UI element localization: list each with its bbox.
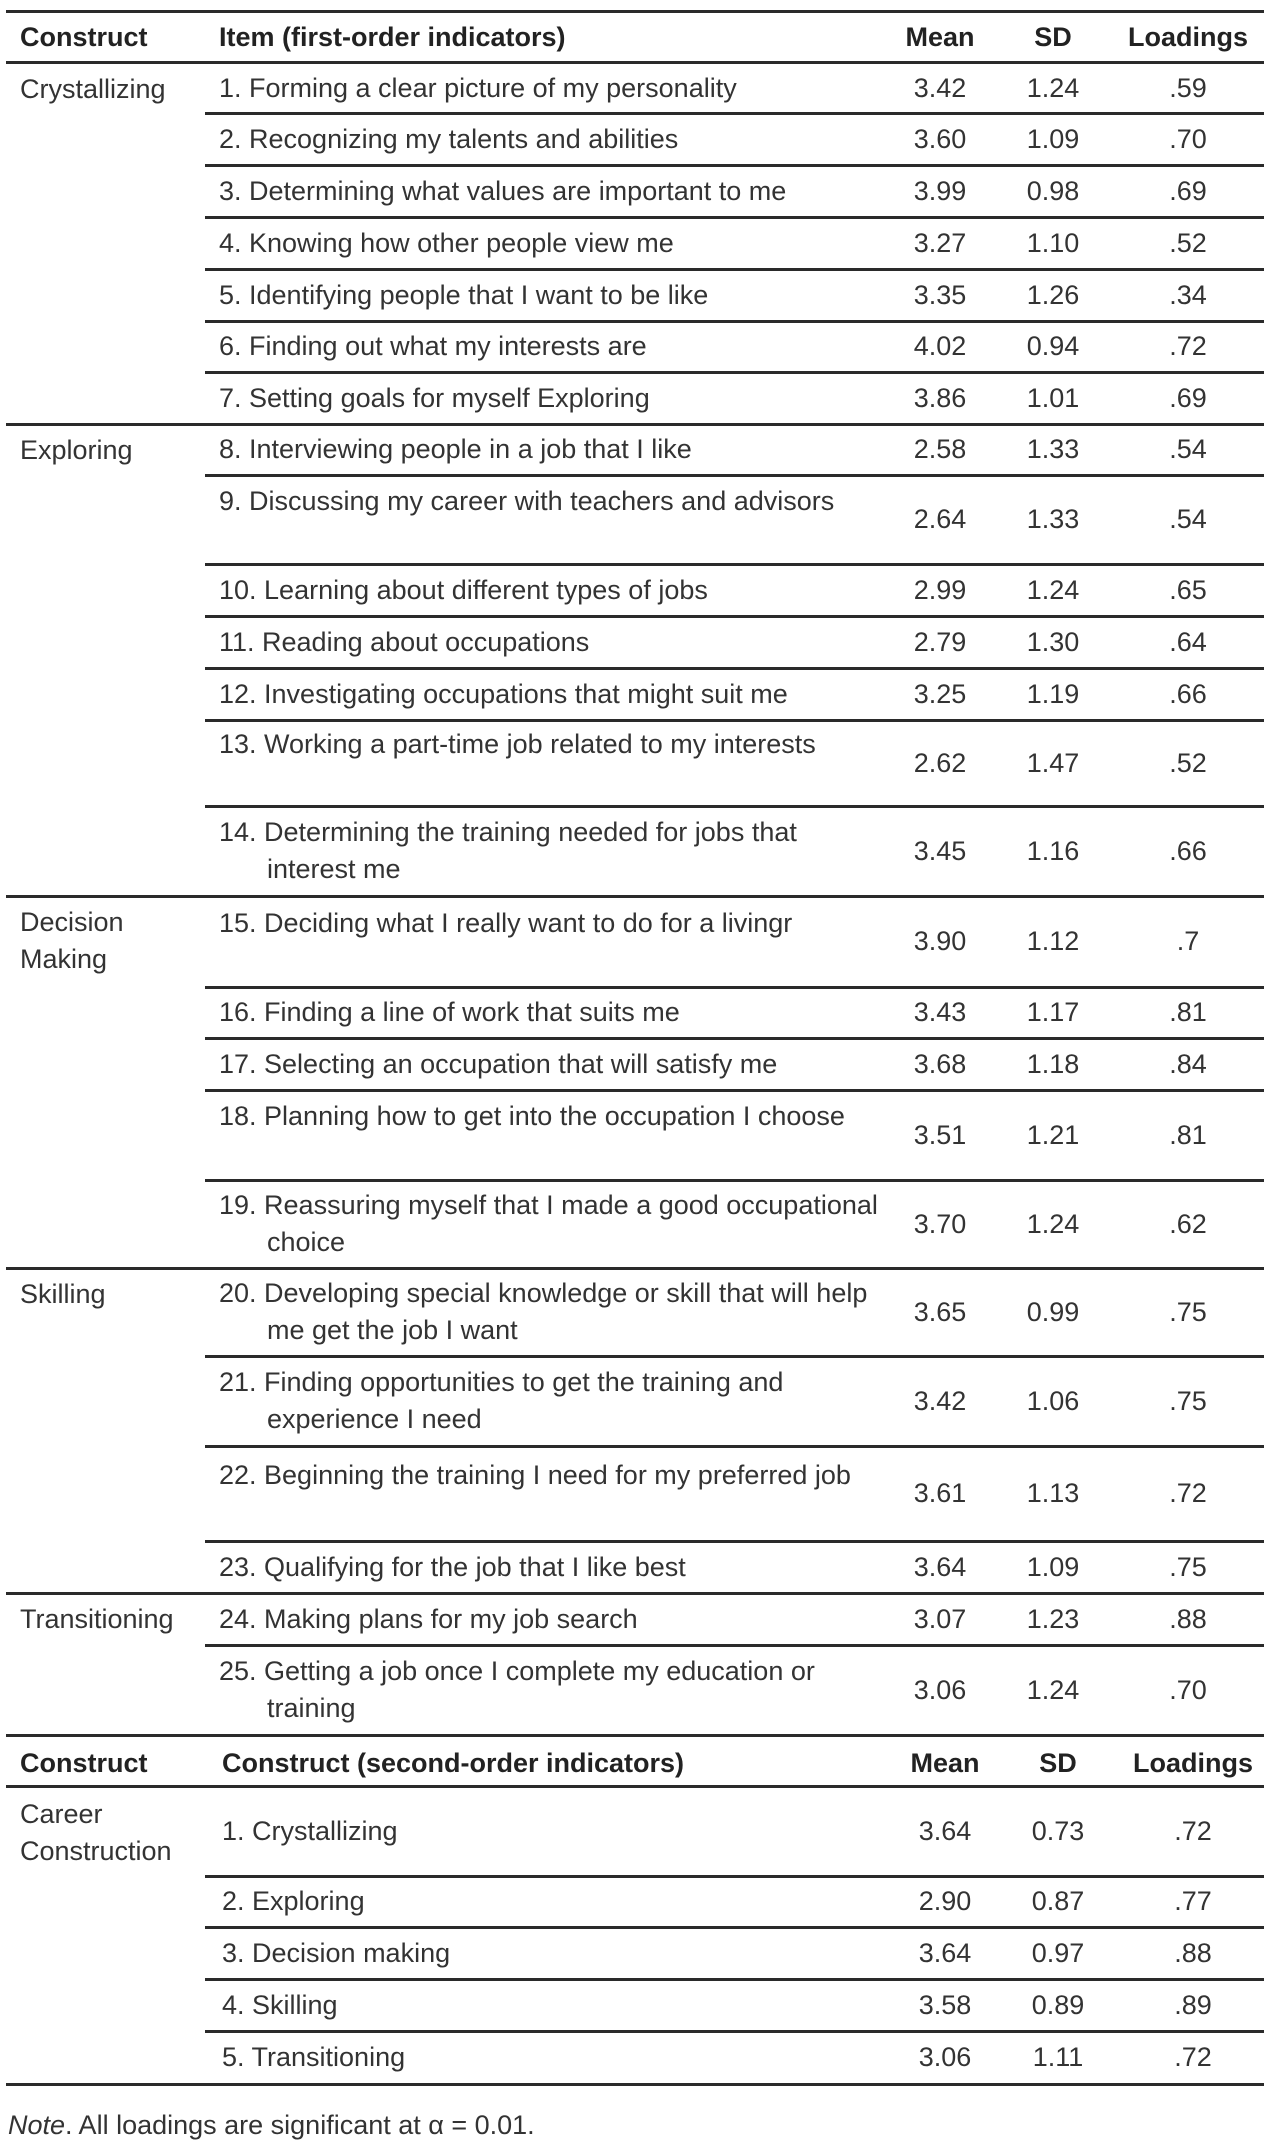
sd-value: 1.09 bbox=[1026, 123, 1080, 154]
row-rule bbox=[205, 805, 1264, 808]
loading-value: .72 bbox=[1169, 1478, 1207, 1508]
table-row-item bbox=[219, 905, 879, 942]
table-bottom-rule bbox=[6, 2083, 1264, 2086]
loading-value: .88 bbox=[1174, 1937, 1212, 1968]
mean-value: 3.42 bbox=[913, 72, 967, 103]
mean-value: 3.86 bbox=[913, 382, 967, 413]
mean-value: 3.42 bbox=[913, 1385, 967, 1416]
row-rule bbox=[205, 1926, 1264, 1929]
loading-value: .70 bbox=[1169, 1674, 1207, 1705]
sd-value: 0.87 bbox=[1031, 1886, 1085, 1916]
loading-value: .65 bbox=[1169, 574, 1207, 605]
construct-label: Decision bbox=[20, 907, 124, 937]
table-row-item bbox=[219, 1364, 879, 1438]
sd-value: 1.12 bbox=[1026, 926, 1080, 956]
sd-value: 1.33 bbox=[1026, 434, 1080, 464]
item-text: 3. Determining what values are important to me bbox=[219, 175, 787, 206]
table-note bbox=[8, 2107, 535, 2144]
section-rule bbox=[6, 1592, 1264, 1595]
sd-value: 1.30 bbox=[1026, 626, 1080, 657]
sd-value: 1.16 bbox=[1026, 835, 1080, 866]
item-text: 7. Setting goals for myself Exploring bbox=[219, 382, 650, 413]
sd-value: 1.09 bbox=[1026, 1551, 1080, 1582]
construct-label: Construction bbox=[20, 1836, 172, 1866]
loading-value: .72 bbox=[1174, 2042, 1212, 2072]
row-rule bbox=[205, 474, 1264, 477]
section-rule bbox=[6, 423, 1264, 426]
loading-value: .77 bbox=[1174, 1886, 1212, 1916]
loading-value: .34 bbox=[1169, 279, 1207, 310]
item-text: 4. Knowing how other people view me bbox=[219, 227, 674, 258]
row-rule bbox=[205, 1089, 1264, 1092]
loading-value: .7 bbox=[1176, 926, 1200, 956]
mean-value: 2.99 bbox=[913, 574, 967, 605]
mean-value: 3.70 bbox=[913, 1208, 967, 1239]
loading-value: .54 bbox=[1169, 434, 1207, 464]
mean-value: 3.64 bbox=[918, 1816, 972, 1846]
sd-value: 1.24 bbox=[1026, 574, 1080, 605]
mean-value: 3.07 bbox=[913, 1603, 967, 1634]
mean-value: 3.61 bbox=[913, 1478, 967, 1508]
item-text: 19. Reassuring myself that I made a good occupational choice bbox=[219, 1190, 878, 1257]
mean-value: 3.58 bbox=[918, 1989, 972, 2020]
row-rule bbox=[205, 1978, 1264, 1981]
loading-value: .62 bbox=[1169, 1208, 1207, 1239]
header-sd: SD bbox=[1034, 22, 1072, 52]
mean-value: 3.06 bbox=[913, 1674, 967, 1705]
table-row-item: 5. Transitioning bbox=[222, 2042, 406, 2072]
table-row-item bbox=[219, 483, 879, 520]
table-row-item bbox=[219, 624, 879, 661]
item-text: 8. Interviewing people in a job that I like bbox=[219, 434, 692, 464]
table-row-item: 2. Exploring bbox=[222, 1886, 365, 1916]
sd-value: 1.21 bbox=[1026, 1119, 1080, 1150]
table-row-item bbox=[219, 814, 879, 888]
mean-value: 2.79 bbox=[913, 626, 967, 657]
header-construct: Construct bbox=[20, 22, 148, 52]
item-text: 23. Qualifying for the job that I like best bbox=[219, 1551, 686, 1582]
table-row-item bbox=[219, 676, 879, 713]
sd-value: 1.18 bbox=[1026, 1048, 1080, 1079]
mean-value: 3.43 bbox=[913, 997, 967, 1027]
item-text: 24. Making plans for my job search bbox=[219, 1603, 638, 1634]
loading-value: .72 bbox=[1169, 331, 1207, 361]
loading-value: .89 bbox=[1174, 1989, 1212, 2020]
mean-value: 2.62 bbox=[913, 747, 967, 778]
row-rule bbox=[205, 2030, 1264, 2033]
loading-value: .54 bbox=[1169, 504, 1207, 534]
loading-value: .69 bbox=[1169, 382, 1207, 413]
loading-value: .75 bbox=[1169, 1385, 1207, 1416]
row-rule bbox=[205, 371, 1264, 374]
mean-value: 3.64 bbox=[913, 1551, 967, 1582]
mean-value: 4.02 bbox=[913, 331, 967, 361]
row-rule bbox=[205, 667, 1264, 670]
row-rule bbox=[205, 1644, 1264, 1647]
item-text: 21. Finding opportunities to get the training and experience I need bbox=[219, 1367, 784, 1434]
sd-value: 0.99 bbox=[1026, 1296, 1080, 1327]
row-rule bbox=[205, 1037, 1264, 1040]
loading-value: .59 bbox=[1169, 72, 1207, 103]
table-row-item bbox=[219, 431, 879, 468]
mean-value: 3.25 bbox=[913, 678, 967, 709]
sd-value: 0.73 bbox=[1031, 1816, 1085, 1846]
item-text: 9. Discussing my career with teachers and advisors bbox=[219, 485, 835, 516]
section-rule bbox=[6, 895, 1264, 898]
sd-value: 1.13 bbox=[1026, 1478, 1080, 1508]
row-rule bbox=[205, 615, 1264, 618]
item-text: 22. Beginning the training I need for my preferred job bbox=[219, 1459, 851, 1490]
table-row-item bbox=[219, 173, 879, 210]
sd-value: 1.10 bbox=[1026, 227, 1080, 258]
table-row-item bbox=[219, 726, 879, 763]
mean-value: 3.51 bbox=[913, 1119, 967, 1150]
sd-value: 0.97 bbox=[1031, 1937, 1085, 1968]
item-text: 17. Selecting an occupation that will satisfy me bbox=[219, 1048, 778, 1079]
loading-value: .66 bbox=[1169, 678, 1207, 709]
mean-value: 3.27 bbox=[913, 227, 967, 258]
table-row-item bbox=[219, 1457, 879, 1494]
header2-rule bbox=[6, 1785, 1264, 1788]
mean-value: 2.90 bbox=[918, 1886, 972, 1916]
table-row-item: 4. Skilling bbox=[222, 1989, 338, 2020]
table-row-item bbox=[219, 1601, 879, 1638]
loading-value: .84 bbox=[1169, 1048, 1207, 1079]
item-text: 2. Recognizing my talents and abilities bbox=[219, 123, 679, 154]
table-row-item bbox=[219, 994, 879, 1031]
mean-value: 2.64 bbox=[913, 504, 967, 534]
header2-sd: SD bbox=[1039, 1748, 1077, 1778]
sd-value: 1.19 bbox=[1026, 678, 1080, 709]
row-rule bbox=[205, 986, 1264, 989]
table-row-item bbox=[219, 121, 879, 158]
sd-value: 1.01 bbox=[1026, 382, 1080, 413]
item-text: 1. Forming a clear picture of my personality bbox=[219, 72, 737, 103]
item-text: 6. Finding out what my interests are bbox=[219, 331, 647, 361]
row-rule bbox=[205, 164, 1264, 167]
item-text: 14. Determining the training needed for jobs that interest me bbox=[219, 817, 797, 884]
table-top-rule bbox=[6, 10, 1264, 13]
loading-value: .75 bbox=[1169, 1296, 1207, 1327]
loading-value: .72 bbox=[1174, 1816, 1212, 1846]
table-row-item bbox=[219, 225, 879, 262]
sd-value: 1.26 bbox=[1026, 279, 1080, 310]
table-row-item bbox=[219, 328, 879, 365]
header2-construct: Construct bbox=[20, 1748, 148, 1778]
sd-value: 0.89 bbox=[1031, 1989, 1085, 2020]
row-rule bbox=[205, 563, 1264, 566]
table-row-item: 3. Decision making bbox=[222, 1937, 451, 1968]
mean-value: 3.68 bbox=[913, 1048, 967, 1079]
row-rule bbox=[205, 1875, 1264, 1878]
sd-value: 1.47 bbox=[1026, 747, 1080, 778]
loading-value: .75 bbox=[1169, 1551, 1207, 1582]
row-rule bbox=[205, 1540, 1264, 1543]
row-rule bbox=[205, 268, 1264, 271]
row-rule bbox=[205, 1179, 1264, 1182]
mean-value: 3.64 bbox=[918, 1937, 972, 1968]
item-text: 16. Finding a line of work that suits me bbox=[219, 997, 680, 1027]
loading-value: .52 bbox=[1169, 747, 1207, 778]
table-row-item bbox=[219, 1046, 879, 1083]
section-rule bbox=[6, 1267, 1264, 1270]
construct-label: Career bbox=[20, 1799, 103, 1829]
table-row-item bbox=[219, 1549, 879, 1586]
loading-value: .69 bbox=[1169, 175, 1207, 206]
header-rule bbox=[6, 61, 1264, 64]
sd-value: 1.23 bbox=[1026, 1603, 1080, 1634]
item-text: 5. Identifying people that I want to be like bbox=[219, 279, 709, 310]
header-loadings: Loadings bbox=[1128, 22, 1248, 52]
mean-value: 3.99 bbox=[913, 175, 967, 206]
header2-loadings: Loadings bbox=[1133, 1748, 1253, 1778]
loading-value: .81 bbox=[1169, 1119, 1207, 1150]
loading-value: .88 bbox=[1169, 1603, 1207, 1634]
sd-value: 0.98 bbox=[1026, 175, 1080, 206]
table-row-item bbox=[219, 70, 879, 107]
mean-value: 3.35 bbox=[913, 279, 967, 310]
mean-value: 3.06 bbox=[918, 2042, 972, 2072]
item-text: 13. Working a part-time job related to my interests bbox=[219, 729, 816, 759]
header2-item: Construct (second-order indicators) bbox=[222, 1748, 685, 1778]
construct-label: Skilling bbox=[20, 1279, 106, 1309]
note-label: Note bbox=[8, 2110, 66, 2140]
mean-value: 3.60 bbox=[913, 123, 967, 154]
loading-value: .70 bbox=[1169, 123, 1207, 154]
note-text: . All loadings are significant at α = 0.01. bbox=[65, 2110, 535, 2140]
sd-value: 1.33 bbox=[1026, 504, 1080, 534]
item-text: 18. Planning how to get into the occupation I choose bbox=[219, 1101, 845, 1131]
item-text: 11. Reading about occupations bbox=[219, 626, 590, 657]
mean-value: 3.65 bbox=[913, 1296, 967, 1327]
section-rule bbox=[6, 1734, 1264, 1737]
item-text: 15. Deciding what I really want to do for a livingr bbox=[219, 907, 793, 938]
item-text: 12. Investigating occupations that might suit me bbox=[219, 678, 788, 709]
item-text: 20. Developing special knowledge or skill that will help me get the job I want bbox=[219, 1278, 868, 1345]
construct-label: Transitioning bbox=[20, 1604, 174, 1634]
loading-value: .66 bbox=[1169, 835, 1207, 866]
row-rule bbox=[205, 112, 1264, 115]
header-item: Item (first-order indicators) bbox=[219, 22, 566, 52]
sd-value: 1.17 bbox=[1026, 997, 1080, 1027]
table-row-item bbox=[219, 1653, 879, 1727]
sd-value: 1.24 bbox=[1026, 72, 1080, 103]
header2-mean: Mean bbox=[910, 1748, 980, 1778]
row-rule bbox=[205, 320, 1264, 323]
loading-value: .64 bbox=[1169, 626, 1207, 657]
construct-label: Exploring bbox=[20, 435, 133, 465]
row-rule bbox=[205, 216, 1264, 219]
item-text: 25. Getting a job once I complete my education or training bbox=[219, 1656, 815, 1723]
table-row-item bbox=[219, 1275, 879, 1349]
sd-value: 0.94 bbox=[1026, 331, 1080, 361]
mean-value: 2.58 bbox=[913, 434, 967, 464]
header-mean: Mean bbox=[905, 22, 975, 52]
loading-value: .52 bbox=[1169, 227, 1207, 258]
sd-value: 1.11 bbox=[1032, 2042, 1084, 2072]
row-rule bbox=[205, 719, 1264, 722]
table-row-item bbox=[219, 572, 879, 609]
mean-value: 3.90 bbox=[913, 926, 967, 956]
table-row-item: 1. Crystallizing bbox=[222, 1816, 398, 1846]
construct-label: Crystallizing bbox=[20, 74, 166, 104]
mean-value: 3.45 bbox=[913, 835, 967, 866]
table-row-item bbox=[219, 1098, 879, 1135]
item-text: 10. Learning about different types of jobs bbox=[219, 574, 708, 605]
row-rule bbox=[205, 1355, 1264, 1358]
row-rule bbox=[205, 1445, 1264, 1448]
sd-value: 1.24 bbox=[1026, 1208, 1080, 1239]
sd-value: 1.06 bbox=[1026, 1385, 1080, 1416]
loading-value: .81 bbox=[1169, 997, 1207, 1027]
construct-label: Making bbox=[20, 944, 108, 974]
table-row-item bbox=[219, 380, 879, 417]
sd-value: 1.24 bbox=[1026, 1674, 1080, 1705]
table-row-item bbox=[219, 1187, 879, 1261]
table-row-item bbox=[219, 277, 879, 314]
